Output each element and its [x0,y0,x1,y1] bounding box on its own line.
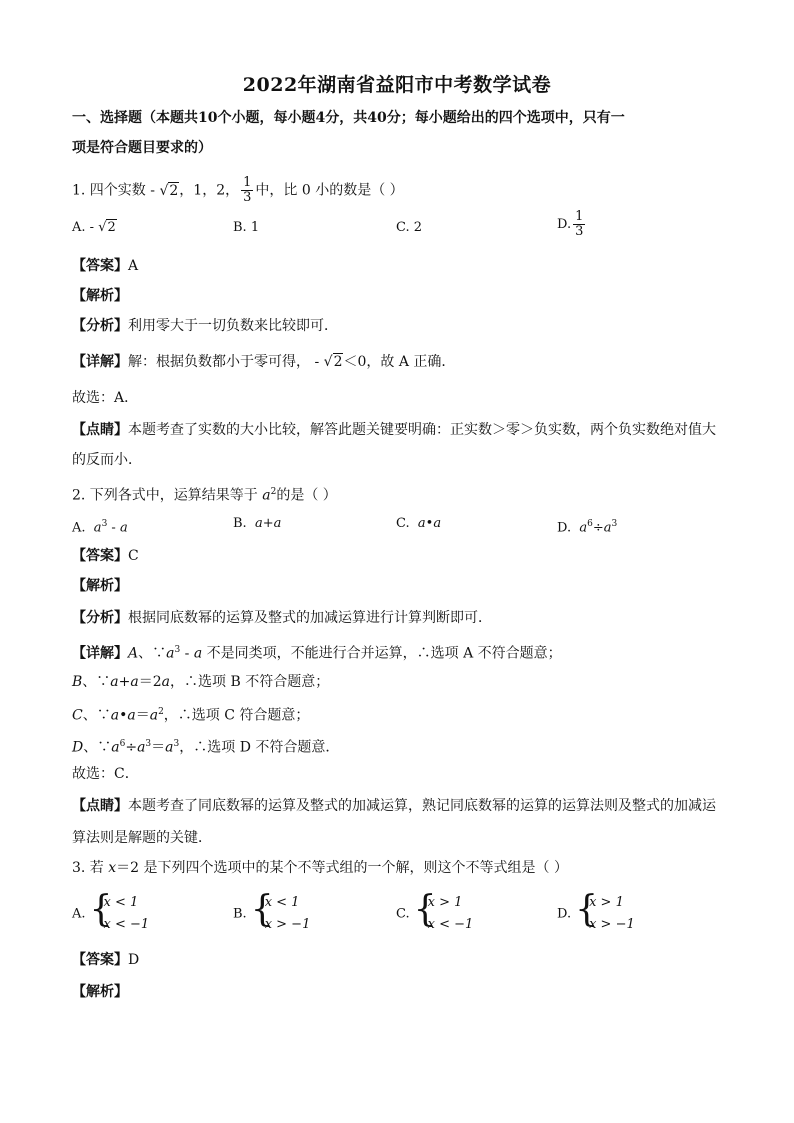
section-heading-line1: 一、选择题（本题共10个小题，每小题4分，共40分；每小题给出的四个选项中，只有一 [72,110,625,126]
q3-option-a: A. { x < 1 x < −1 [72,889,150,932]
q1-dianjing-line2: 的反而小． [72,452,142,468]
fraction: $\frac{1}{3}$ [243,175,252,205]
section-heading-line2: 项是符合题目要求的） [72,140,212,156]
q3-option-c: C. { x > 1 x < −1 [396,889,474,932]
q2-line-d: D、$\because a^6\div a^3=a^3$，∴选项 D 不符合题意． [72,739,340,756]
q2-line-c: C、$\because a•a=a^2$，∴选项 C 符合题意； [72,707,310,724]
q2-option-b: B. a+a [233,516,282,531]
q3-analysis-label: 【解析】 [72,984,128,1000]
question-2-stem: 2. 下列各式中，运算结果等于 $a^2$的是（ ） [72,487,337,504]
q3-option-b: B. { x < 1 x > −1 [233,889,311,932]
q2-conclusion: 故选：C． [72,766,139,782]
page-title: 2022年湖南省益阳市中考数学试卷 [242,74,552,96]
q1-conclusion: 故选：A． [72,390,139,406]
q2-option-d: D. $a^6\div a^3$ [557,519,618,536]
q1-option-d: D. $\frac{1}{3}$ [557,209,584,239]
q3-option-d: D. { x > 1 x > −1 [557,889,635,932]
q2-option-c: C. a•a [396,516,442,531]
q2-dianjing-line1: 【点睛】本题考查了同底数幂的运算及整式的加减运算，熟记同底数幂的运算的运算法则及整式的加减运 [72,798,716,814]
question-3-stem: 3. 若 x＝2 是下列四个选项中的某个不等式组的一个解，则这个不等式组是（ ） [72,860,568,876]
q2-line-b: B、∵a+a＝2a，∴选项 B 不符合题意； [72,674,330,690]
q2-answer: 【答案】C [72,548,139,564]
q2-option-a: A. $a^3$ - a [72,519,128,536]
q1-option-b: B. 1 [233,220,260,235]
q2-dianjing-line2: 算法则是解题的关键． [72,830,212,846]
q2-xiangjie: 【详解】A、$\because a^3$ - a 不是同类项，不能进行合并运算，∴选项 A 不符合题意； [72,645,562,662]
q2-fenxi: 【分析】根据同底数幂的运算及整式的加减运算进行计算判断即可． [72,610,492,626]
q1-option-c: C. 2 [396,220,423,235]
q1-analysis-label: 【解析】 [72,288,128,304]
q1-dianjing-line1: 【点睛】本题考查了实数的大小比较，解答此题关键要明确：正实数＞零＞负实数，两个负实数绝对值大 [72,422,716,438]
q1-option-a: A. - √2 [72,220,116,235]
q3-answer: 【答案】D [72,952,140,968]
question-1-stem: 1. 四个实数 - √2，1，2， $\frac{1}{3}$ 中，比 0 小的数是（ ） [72,175,404,205]
q1-xiangjie: 【详解】解：根据负数都小于零可得， - √2＜0，故 A 正确． [72,354,456,370]
q2-analysis-label: 【解析】 [72,578,128,594]
q1-fenxi: 【分析】利用零大于一切负数来比较即可． [72,318,338,334]
q1-answer: 【答案】A [72,258,139,274]
sqrt-symbol: √2 [159,182,179,199]
